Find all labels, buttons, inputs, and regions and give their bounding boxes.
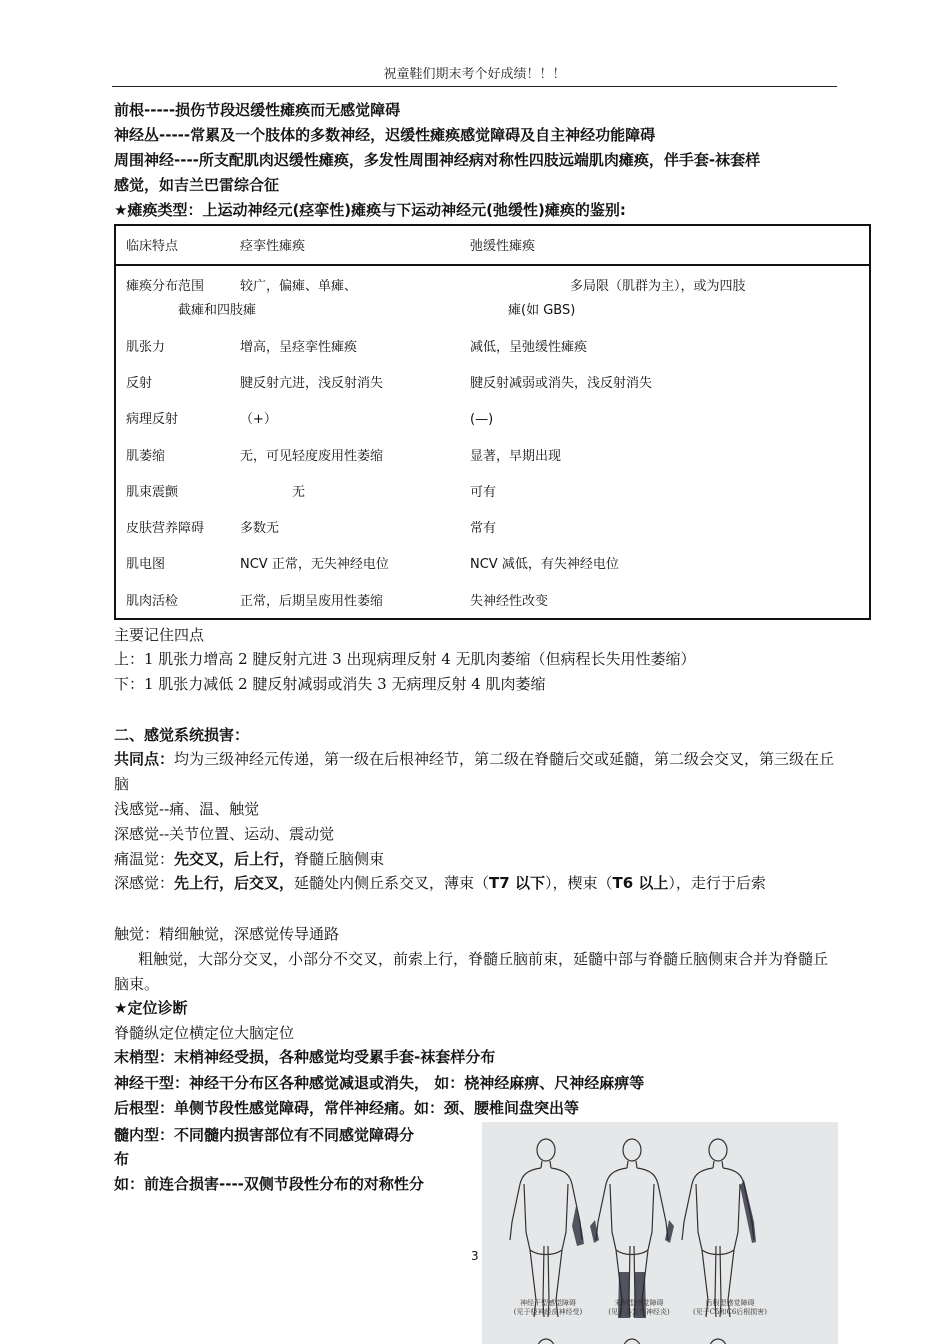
table-cell-feature: 肌张力: [126, 340, 166, 355]
figure-caption-nerve-trunk: [500, 1299, 596, 1317]
line-peripheral-nerve-cont: 感觉，如吉兰巴雷综合征: [114, 176, 280, 194]
table-cell-feature: 肌束震颤: [126, 485, 179, 500]
table-header-divider: [116, 264, 869, 266]
line-plexus: 神经丛-----常累及一个肢体的多数神经，迟缓性瘫痪感觉障碍及自主神经功能障碍: [114, 126, 656, 144]
table-cell-feature: 肌萎缩: [126, 449, 166, 464]
summary-upper: 上：1 肌张力增高 2 腱反射亢进 3 出现病理反射 4 无肌肉萎缩（但病程长失用性萎缩）: [114, 650, 696, 668]
figure-caption-peripheral: [596, 1299, 682, 1317]
body-figure-nerve-trunk: [510, 1139, 582, 1317]
table-cell-spastic: 增高，呈痉挛性瘫痪: [240, 340, 358, 355]
touch-detail: 粗触觉，大部分交叉，小部分不交叉，前索上行，脊髓丘脑前束，延髓中部与脊髓丘脑侧束合并为脊髓丘脑束。: [114, 950, 829, 993]
table-cell-spastic: NCV 正常，无失神经电位: [240, 557, 389, 572]
caption-title: 神经干型感觉障碍: [520, 1299, 576, 1307]
posterior-root-shading: [740, 1180, 756, 1243]
table-cell-spastic: 正常，后期呈废用性萎缩: [240, 594, 384, 609]
localization-title: ★定位诊断: [114, 999, 188, 1017]
diagnosis-posterior-root: 后根型：单侧节段性感觉障碍，常伴神经痛。如：颈、腰椎间盘突出等: [114, 1099, 580, 1117]
table-cell-flaccid: (—): [470, 412, 494, 427]
line-peripheral-nerve: 周围神经----所支配肌肉迟缓性瘫痪，多发性周围神经病对称性四肢远端肌肉瘫痪，伴手套-袜套样: [114, 151, 761, 169]
table-cell-spastic: 无: [292, 485, 306, 500]
deep-pathway-text-c: ），走行于后索: [668, 874, 766, 892]
body-figure-posterior-root: [682, 1139, 754, 1317]
caption-note: (见于桡神经皮神经受): [513, 1308, 583, 1316]
deep-pathway-label: 深感觉：: [114, 874, 175, 892]
table-cell-spastic: 截瘫和四肢瘫: [178, 303, 257, 318]
table-cell-flaccid: 常有: [470, 521, 497, 536]
summary-title: 主要记住四点: [114, 626, 205, 644]
table-cell-flaccid: NCV 减低，有失神经电位: [470, 557, 619, 572]
touch-line: 触觉：精细触觉，深感觉传导通路: [114, 925, 340, 943]
table-header-spastic: 痉挛性瘫痪: [240, 239, 306, 254]
deep-sensation: 深感觉--关节位置、运动、震动觉: [114, 825, 335, 843]
caption-note: (见于C5和C6后根损害): [692, 1308, 768, 1316]
deep-pathway-text-b: ），楔束（: [544, 874, 613, 892]
table-cell-flaccid: 腱反射减弱或消失，浅反射消失: [470, 376, 653, 391]
table-cell-spastic: （+）: [240, 412, 277, 427]
table-cell-flaccid: 显著，早期出现: [470, 449, 562, 464]
localization-subtitle: 脊髓纵定位横定位大脑定位: [114, 1024, 295, 1042]
common-point-text: 均为三级神经元传递，第一级在后根神经节，第二级在脊髓后交或延髓，第二级会交叉，第三级在丘脑: [114, 750, 835, 793]
pain-temperature-line: [114, 848, 384, 870]
table-cell-flaccid: 多局限（肌群为主），或为四肢: [570, 279, 746, 294]
deep-pathway-text-a: 延髓处内侧丘系交叉，薄束（: [294, 874, 490, 892]
body-figure-peripheral: [596, 1139, 668, 1317]
pain-label: 痛温觉：: [114, 850, 175, 868]
page-header: 祝童鞋们期末考个好成绩！！！: [112, 66, 837, 87]
deep-pathway-t6: T6 以上: [612, 874, 669, 892]
table-cell-flaccid: 可有: [470, 485, 497, 500]
paralysis-comparison-table: [114, 224, 871, 620]
table-cell-flaccid: 瘫(如 GBS): [508, 303, 576, 318]
pain-emphasis: 先交叉，后上行，: [174, 850, 295, 868]
table-header-feature: 临床特点: [126, 239, 179, 254]
shallow-sensation: 浅感觉--痛、温、触觉: [114, 800, 260, 818]
table-cell-spastic: 无，可见轻度废用性萎缩: [240, 449, 384, 464]
deep-pathway-paragraph: [114, 871, 836, 896]
sensory-disorder-figure: [482, 1122, 838, 1344]
section-sensory-title: 二、感觉系统损害：: [114, 726, 250, 744]
table-cell-flaccid: 减低，呈弛缓性瘫痪: [470, 340, 588, 355]
diagnosis-intramedullary-cont: 布: [114, 1150, 130, 1168]
common-point-label: 共同点：: [114, 750, 175, 768]
caption-title: 后根型感觉障碍: [705, 1299, 755, 1307]
figure-caption-posterior-root: [682, 1299, 778, 1317]
table-cell-flaccid: 失神经性改变: [470, 594, 549, 609]
table-cell-feature: 瘫痪分布范围: [126, 279, 205, 294]
diagnosis-nerve-trunk: 神经干型：神经干分布区各种感觉减退或消失， 如：桡神经麻痹、尺神经麻痹等: [114, 1074, 645, 1092]
table-cell-spastic: 多数无: [240, 521, 280, 536]
deep-pathway-t7: T7 以下: [489, 874, 545, 892]
table-cell-feature: 病理反射: [126, 412, 179, 427]
diagnosis-anterior-commissure: 如：前连合损害----双侧节段性分布的对称性分: [114, 1175, 424, 1193]
diagnosis-peripheral: 末梢型：末梢神经受损，各种感觉均受累手套-袜套样分布: [114, 1048, 496, 1066]
table-cell-feature: 肌肉活检: [126, 594, 179, 609]
table-cell-feature: 肌电图: [126, 557, 166, 572]
table-cell-feature: 皮肤营养障碍: [126, 521, 205, 536]
table-cell-feature: 反射: [126, 376, 153, 391]
line-anterior-root: 前根-----损伤节段迟缓性瘫痪而无感觉障碍: [114, 101, 401, 119]
pain-rest: 脊髓丘脑侧束: [294, 850, 385, 868]
summary-lower: 下：1 肌张力减低 2 腱反射减弱或消失 3 无病理反射 4 肌肉萎缩: [114, 675, 546, 693]
caption-note: (见于多发性神经炎): [608, 1308, 670, 1316]
table-cell-spastic: 腱反射亢进，浅反射消失: [240, 376, 384, 391]
common-point-paragraph: [114, 747, 836, 797]
diagnosis-intramedullary: 髓内型：不同髓内损害部位有不同感觉障碍分: [114, 1126, 415, 1144]
table-cell-spastic: 较广，偏瘫、单瘫、: [240, 279, 358, 294]
deep-pathway-emphasis: 先上行，后交叉，: [174, 874, 295, 892]
caption-title: 末梢型感觉障碍: [614, 1299, 664, 1307]
table-header-flaccid: 弛缓性瘫痪: [470, 239, 536, 254]
page-number: 3: [471, 1249, 479, 1263]
lower-figure-heads: [482, 1328, 838, 1344]
line-paralysis-types: ★瘫痪类型：上运动神经元(痉挛性)瘫痪与下运动神经元(弛缓性)瘫痪的鉴别:: [114, 201, 626, 219]
